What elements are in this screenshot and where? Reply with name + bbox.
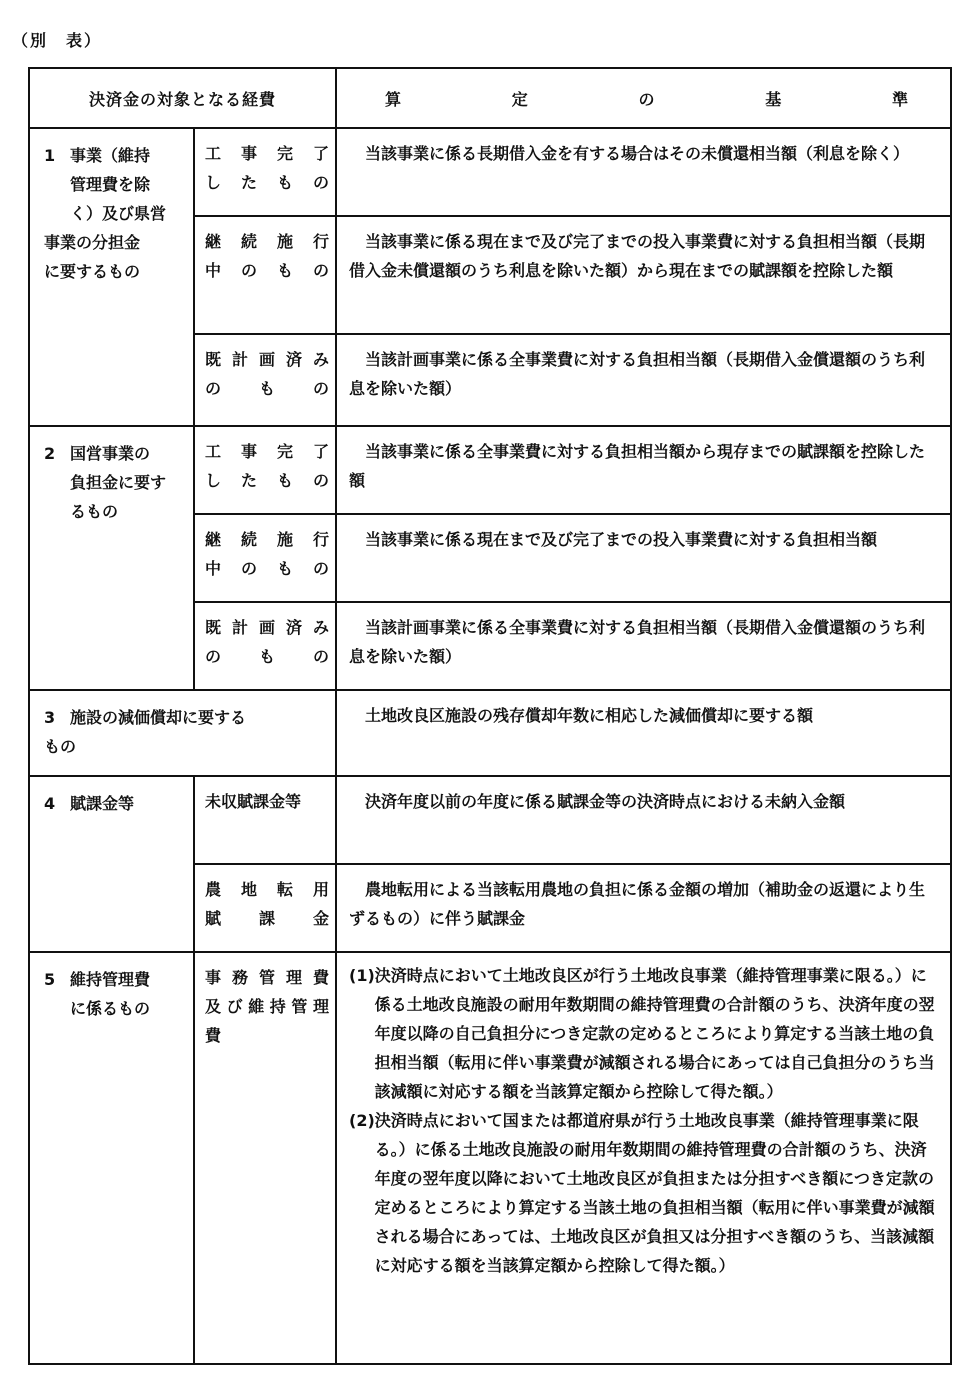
criterion-text: 当該事業に係る長期借入金を有する場合はその未償還相当額（利息を除く） (336, 128, 951, 216)
table-row (29, 952, 951, 1364)
criterion-text: 当該事業に係る全事業費に対する負担相当額から現存までの賦課額を控除した額 (336, 426, 951, 514)
table-header-row (29, 68, 951, 128)
criterion-item: (1)決済時点において土地改良区が行う土地改良事業（維持管理事業に限る。）に係る土地改良施設の耐用年数期間の維持管理費の合計額のうち、決済年度の翌年度以降の自己負担分につき定款の定めるところにより算定する当該土地の負担相当額（転用に伴い事業費が減額される場合にあっては自己負担分のうち当該減額に対応する額を当該算定額から控除して得た額。） (349, 966, 935, 1101)
header-char: 定 (511, 89, 528, 109)
subcategory-farmland-conversion: 農地転用 賦課金 (194, 864, 336, 952)
category-2: 2 国営事業の 負担金に要す るもの (29, 426, 194, 690)
criterion-text: 農地転用による当該転用農地の負担に係る金額の増加（補助金の返還により生ずるもの）に伴う賦課金 (336, 864, 951, 952)
table-row (29, 128, 951, 216)
criterion-text: 当該計画事業に係る全事業費に対する負担相当額（長期借入金償還額のうち利息を除いた額） (336, 334, 951, 426)
category-1: 1 事業（維持 管理費を除 く）及び県営 事業の分担金 に要するもの (29, 128, 194, 426)
subcategory-maintenance: 事務管理費 及び維持管理 費 (194, 952, 336, 1364)
header-char: 基 (765, 89, 782, 109)
table-row (29, 776, 951, 864)
criterion-text: 土地改良区施設の残存償却年数に相応した減価償却に要する額 (336, 690, 951, 776)
subcategory-ongoing: 継続施行 中のもの (194, 514, 336, 602)
category-3: 3 施設の減価償却に要する もの (29, 690, 336, 776)
criterion-text: 当該計画事業に係る全事業費に対する負担相当額（長期借入金償還額のうち利息を除いた額） (336, 602, 951, 690)
category-4: 4 賦課金等 (29, 776, 194, 952)
subcategory-ongoing: 継続施行 中のもの (194, 216, 336, 334)
criterion-item: (2)決済時点において国または都道府県が行う土地改良事業（維持管理事業に限る。）に係る土地改良施設の耐用年数期間の維持管理費の合計額のうち、決済年度の翌年度以降において土地改良区が負担または分担すべき額につき定款の定めるところにより算定する当該土地の負担相当額（転用に伴い事業費が減額される場合にあっては、土地改良区が負担又は分担すべき額のうち、当該減額に対応する額を当該算定額から控除して得た額。） (349, 1111, 935, 1275)
criteria-table (28, 67, 952, 1365)
subcategory-unpaid-levies: 未収賦課金等 (194, 776, 336, 864)
page-label: （別 表） (12, 31, 103, 50)
table-row (29, 426, 951, 514)
criterion-text: 当該事業に係る現在まで及び完了までの投入事業費に対する負担相当額（長期借入金未償還額のうち利息を除いた額）から現在までの賦課額を控除した額 (336, 216, 951, 334)
header-calculation-standard (336, 68, 951, 128)
header-expense-target: 決済金の対象となる経費 (29, 68, 336, 128)
category-5: 5 維持管理費 に係るもの (29, 952, 194, 1364)
subcategory-completed: 工事完了 したもの (194, 128, 336, 216)
header-char: 準 (891, 89, 908, 109)
criterion-list (336, 952, 951, 1364)
subcategory-completed: 工事完了 したもの (194, 426, 336, 514)
criterion-text: 決済年度以前の年度に係る賦課金等の決済時点における未納入金額 (336, 776, 951, 864)
table-row (29, 690, 951, 776)
header-char: 算 (385, 89, 402, 109)
subcategory-planned: 既計画済み のもの (194, 602, 336, 690)
subcategory-planned: 既計画済み のもの (194, 334, 336, 426)
criterion-text: 当該事業に係る現在まで及び完了までの投入事業費に対する負担相当額 (336, 514, 951, 602)
header-char: の (638, 89, 655, 109)
